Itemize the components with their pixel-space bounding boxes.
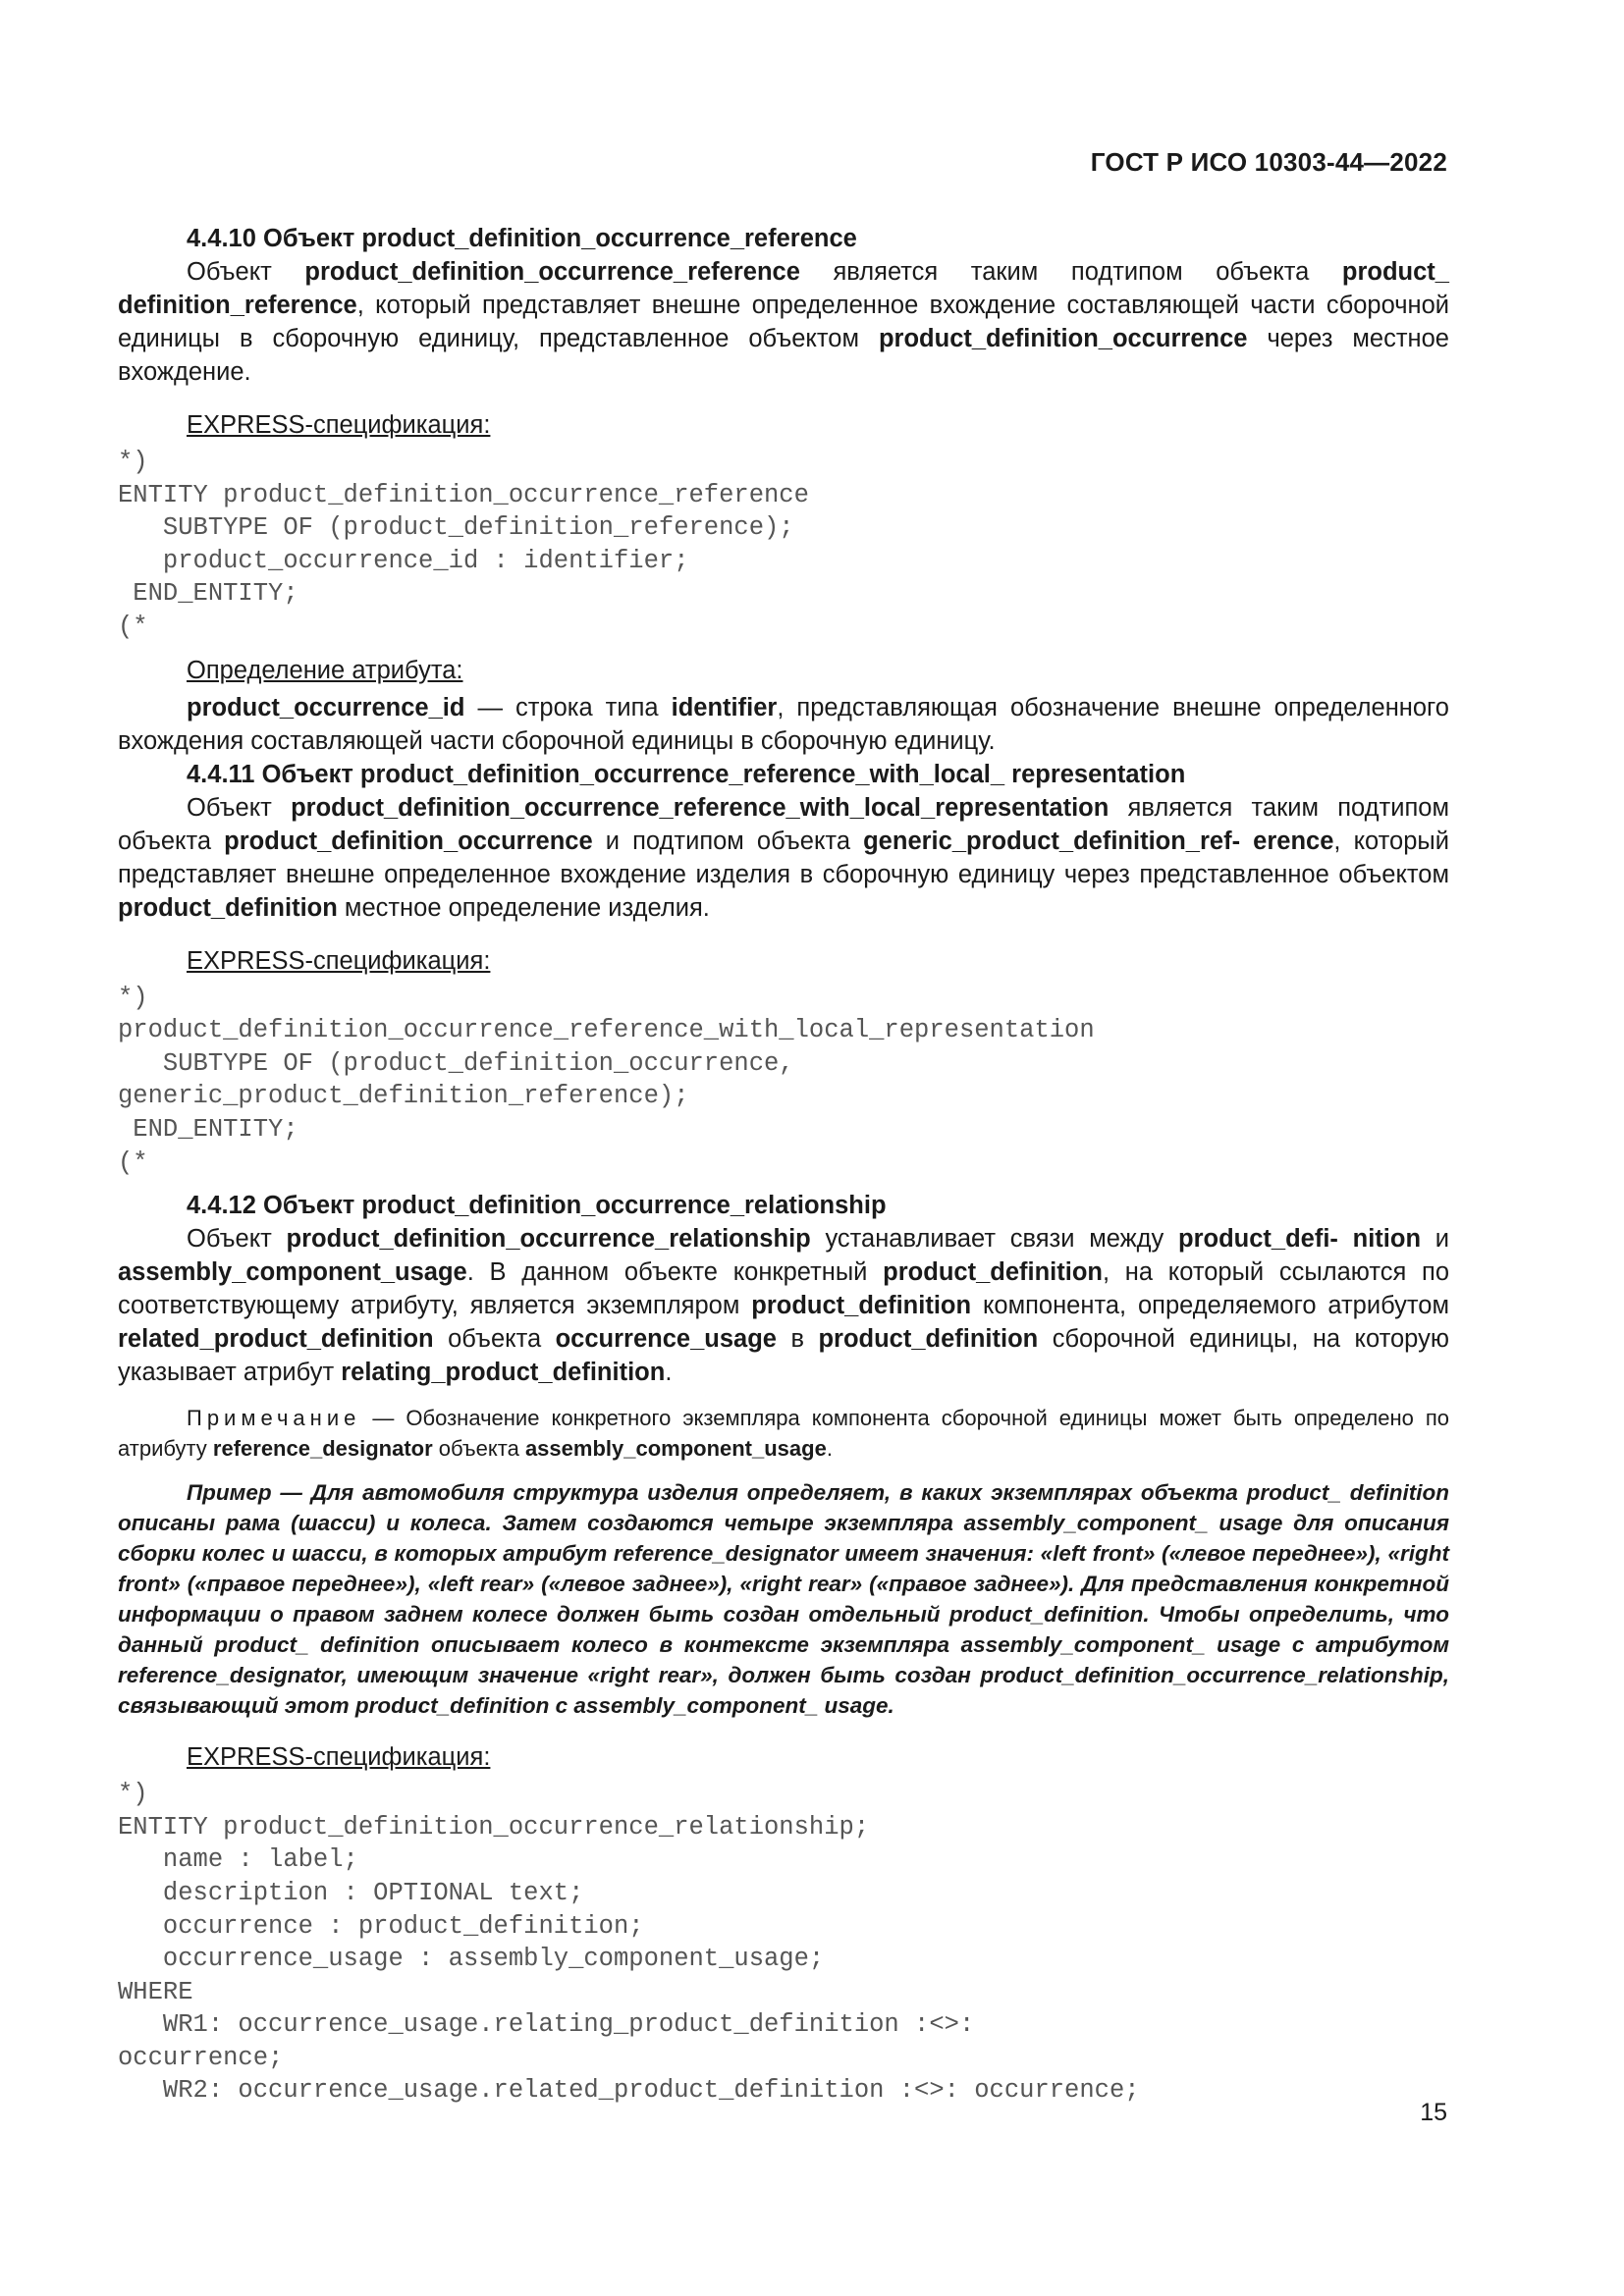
attribute-name: reference_designator bbox=[212, 1436, 433, 1462]
note-label: Примечание bbox=[187, 1406, 361, 1431]
entity-name: product_definition_occurrence bbox=[878, 325, 1248, 352]
document-header: ГОСТ Р ИСО 10303-44—2022 bbox=[1090, 147, 1447, 177]
section-heading-4-4-10: 4.4.10 Объект product_definition_occurrence_reference bbox=[187, 225, 857, 252]
entity-name: product_definition bbox=[118, 893, 338, 922]
entity-name: product_definition_occurrence_relationship bbox=[286, 1225, 811, 1254]
entity-name: product_definition bbox=[751, 1292, 972, 1320]
entity-name: generic_product_definition_ref- erence bbox=[863, 827, 1334, 855]
express-code-block: *) product_definition_occurrence_reference_with_local_representation SUBTYPE OF (product_definition_occurrence, generic_product_definition_reference); END_ENTITY; (* bbox=[118, 983, 1095, 1177]
entity-name: product_definition bbox=[883, 1258, 1103, 1287]
text: через местное вхождение. bbox=[118, 325, 1449, 386]
express-spec-label: EXPRESS-спецификация: bbox=[187, 411, 491, 439]
express-spec-label: EXPRESS-спецификация: bbox=[187, 1743, 491, 1772]
entity-name: product_ definition_reference bbox=[118, 258, 1449, 319]
entity-name: product_defi- nition bbox=[1178, 1225, 1422, 1254]
attribute-definition: product_occurrence_id — строка типа identifier, представляющая обозначение внешне определенного вхождения составляющей части сборочной единицы в сборочную единицу. bbox=[118, 693, 1449, 755]
entity-name: assembly_component_usage bbox=[118, 1258, 467, 1287]
attribute-name: product_occurrence_id bbox=[187, 693, 465, 721]
text: Объект bbox=[187, 258, 272, 286]
text: является таким подтипом объекта bbox=[833, 258, 1310, 286]
entity-name: assembly_component_usage bbox=[524, 1436, 827, 1462]
entity-name: product_definition_occurrence_reference_with_local_representation bbox=[291, 793, 1110, 822]
page-number: 15 bbox=[1420, 2099, 1447, 2126]
express-code-block: *) ENTITY product_definition_occurrence_relationship; name : label; description : OPTIONAL text; occurrence : product_definition; occurrence_usage : assembly_component_usage; WHERE WR1: occurrence_usage.relating_product_definition :<>: occurrence; WR2: occurrence_usage.related_product_definition :<>: occurrence; bbox=[118, 1780, 1140, 2106]
text: , который представляет внешне определенное вхождение составляющей части сборочной единицы в сборочную единицу, представленное объектом bbox=[118, 292, 1449, 352]
entity-name: occurrence_usage bbox=[555, 1325, 777, 1354]
entity-name: relating_product_definition bbox=[341, 1359, 666, 1387]
entity-name: product_definition_occurrence bbox=[224, 827, 593, 855]
express-spec-label: EXPRESS-спецификация: bbox=[187, 946, 491, 975]
entity-name: product_definition_occurrence_reference bbox=[304, 258, 800, 286]
example: Пример — Для автомобиля структура изделия определяет, в каких экземплярах объекта product_ definition описаны рама (шасси) и колеса. Затем создаются четыре экземпляра assembly_component_ usage для описания сборки колес и шасси, в которых атрибут reference_designator имеет значения: «left front» («левое переднее»), «right front» («правое переднее»), «left rear» («левое заднее»), «right rear» («правое заднее»). Для представления конкретной информации о правом заднем колесе должен быть создан отдельный product_definition. Чтобы определить, что данный product_ definition описывает колесо в контексте экземпляра assembly_component_ usage с атрибутом reference_designator, имеющим значение «right rear», должен быть создан product_definition_occurrence_relationship, связывающий этот product_definition с assembly_component_ usage. bbox=[118, 1480, 1449, 1719]
page-content bbox=[118, 222, 1449, 2108]
express-code-block: *) ENTITY product_definition_occurrence_reference SUBTYPE OF (product_definition_reference); product_occurrence_id : identifier; END_ENTITY; (* bbox=[118, 448, 809, 641]
attribute-definition-label: Определение атрибута: bbox=[187, 656, 463, 684]
section-heading-4-4-12: 4.4.12 Объект product_definition_occurrence_relationship bbox=[187, 1192, 887, 1220]
section-paragraph: Объект product_definition_occurrence_reference_with_local_representation является таким подтипом объекта product_definition_occurrence и подтипом объекта generic_product_definition_ref- erence, который представляет внешне определенное вхождение изделия в сборочную единицу через представленное объектом product_definition местное определение изделия. bbox=[118, 793, 1449, 922]
entity-name: related_product_definition bbox=[118, 1325, 434, 1354]
section-heading-4-4-11: 4.4.11 Объект product_definition_occurrence_reference_with_local_ representation bbox=[187, 760, 1186, 788]
section-paragraph: Объект product_definition_occurrence_relationship устанавливает связи между product_defi- nition и assembly_component_usage. В данном объекте конкретный product_definition, на который ссылаются по соответствующему атрибуту, является экземпляром product_definition компонента, определяемого атрибутом related_product_definition объекта occurrence_usage в product_definition сборочной единицы, на которую указывает атрибут relating_product_definition. bbox=[118, 1225, 1450, 1387]
attribute-type: identifier bbox=[671, 693, 778, 721]
section-paragraph bbox=[118, 255, 1449, 389]
note: Примечание — Обозначение конкретного экземпляра компонента сборочной единицы может быть определено по атрибуту reference_designator объекта assembly_component_usage. bbox=[118, 1406, 1449, 1462]
entity-name: product_definition bbox=[818, 1325, 1039, 1354]
